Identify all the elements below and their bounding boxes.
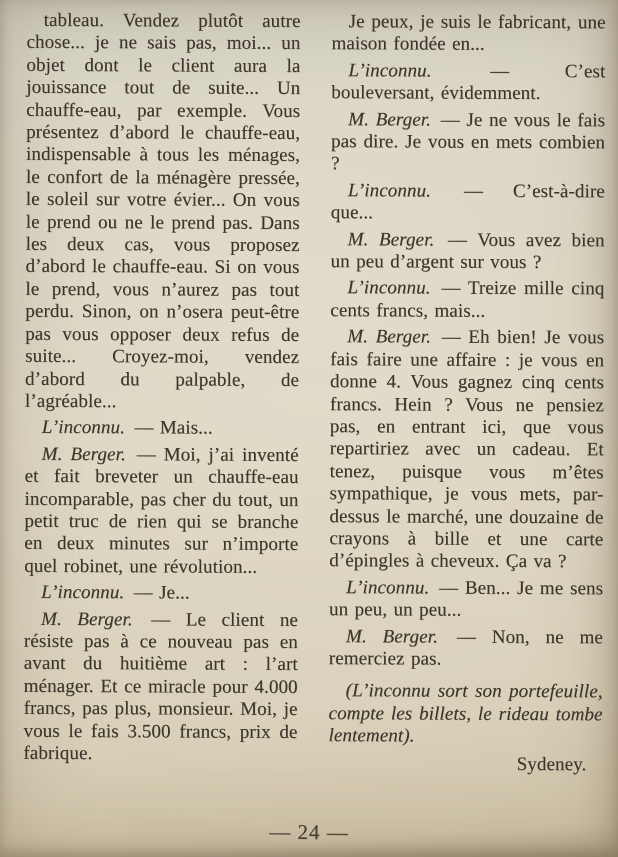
dialogue-text: — Mais... (134, 417, 213, 439)
speaker-name: L’inconnu. (41, 581, 125, 604)
page-number: — 24 — (269, 819, 349, 845)
speaker-name: L’inconnu. (346, 576, 430, 599)
dialogue-paragraph (331, 109, 605, 177)
speaker-name: L’inconnu. (41, 417, 126, 439)
dialogue-paragraph (331, 60, 605, 106)
dialogue-text: — Treize mille cinq cents francs, mais... (330, 278, 605, 322)
dialogue-text: — C’est bouleversant, évidemment. (331, 60, 606, 105)
column-right (328, 11, 605, 776)
column-left (23, 10, 300, 775)
dialogue-paragraph (330, 278, 604, 324)
dialogue-text: — C’est-à-dire que... (330, 180, 605, 224)
speaker-name: L’inconnu. (347, 180, 432, 202)
speaker-name: M. Berger. (348, 108, 432, 131)
narration-paragraph (25, 10, 301, 415)
dialogue-paragraph (330, 229, 604, 275)
speaker-name: M. Berger. (347, 228, 435, 251)
speaker-name: L’inconnu. (347, 277, 431, 299)
narration-text: Je peux, je suis le fabricant, une maison fondée en... (331, 11, 606, 56)
dialogue-text: — Le client ne résiste pas à ce nouveau pas en avant du huitième art : l’art ménager. Et ce miracle pour 4.000 francs, pas plus, monsieur. Moi, je vous le fais 3.500 francs, prix de fabrique. (23, 608, 299, 765)
author-signature: Sydeney. (516, 753, 587, 775)
narration-text: tableau. Vendez plutôt autre chose... je ne sais pas, moi... un objet dont le client aura la jouissance tout de suite... Un chauffe-eau, par exemple. Vous présentez d’abord le chauffe-eau, indispensable à tous les ménages, le confort de la ménagère pressée, le soleil sur votre évier... On vous le prend ou ne le prend pas. Dans les deux cas, vous proposez d’abord le chauffe-eau. Si on vous le prend, vous n’aurez pas tout perdu. Sinon, on n’osera peut-être pas vous opposer deux refus de suite... Croyez-moi, vendez d’abord du palpable, de l’agréable... (24, 9, 301, 413)
dialogue-text: — Non, ne me remerciez pas. (328, 626, 603, 670)
dialogue-text: — Je ne vous le fais pas dire. Je vous en mets combien ? (330, 109, 606, 175)
dialogue-paragraph (23, 608, 298, 766)
narration-paragraph (331, 11, 605, 57)
stage-direction-text: (L’inconnu sort son portefeuille, compte les billets, le rideau tombe lentement). (328, 680, 603, 747)
dialogue-paragraph (24, 443, 299, 579)
dialogue-paragraph (329, 326, 604, 574)
dialogue-text: — Eh bien! Je vous fais faire une affaire : je vous en donne 4. Vous gagnez cinq cents francs. Hein ? Vous ne pensiez pas, en entrant ici, que vous repartiriez avec un cadeau. Et tenez, puisque vous m’êtes sympathique, je vous mets, par-dessus le marché, une douzaine de crayons à bille et une carte d’épingles à cheveux. Ça va ? (329, 326, 605, 573)
dialogue-text: — Moi, j’ai inventé et fait breveter un chauffe-eau incomparable, pas cher du tout, un petit truc de rien qui se branche en deux minutes sur n’importe quel robinet, une révolution... (24, 443, 299, 578)
speaker-name: M. Berger. (347, 326, 432, 348)
dialogue-paragraph (329, 626, 603, 672)
speaker-name: M. Berger. (345, 625, 439, 648)
dialogue-paragraph (331, 180, 605, 226)
dialogue-paragraph (24, 582, 298, 606)
speaker-name: L’inconnu. (348, 59, 432, 82)
dialogue-text: — Ben... Je me sens un peu, un peu... (328, 577, 604, 621)
stage-direction (328, 680, 602, 748)
dialogue-text: — Vous avez bien un peu d’argent sur vous ? (330, 229, 605, 274)
dialogue-paragraph (25, 417, 299, 441)
dialogue-paragraph (329, 577, 603, 623)
dialogue-text: — Je... (133, 582, 190, 604)
speaker-name: M. Berger. (41, 443, 126, 465)
speaker-name: M. Berger. (40, 608, 133, 630)
